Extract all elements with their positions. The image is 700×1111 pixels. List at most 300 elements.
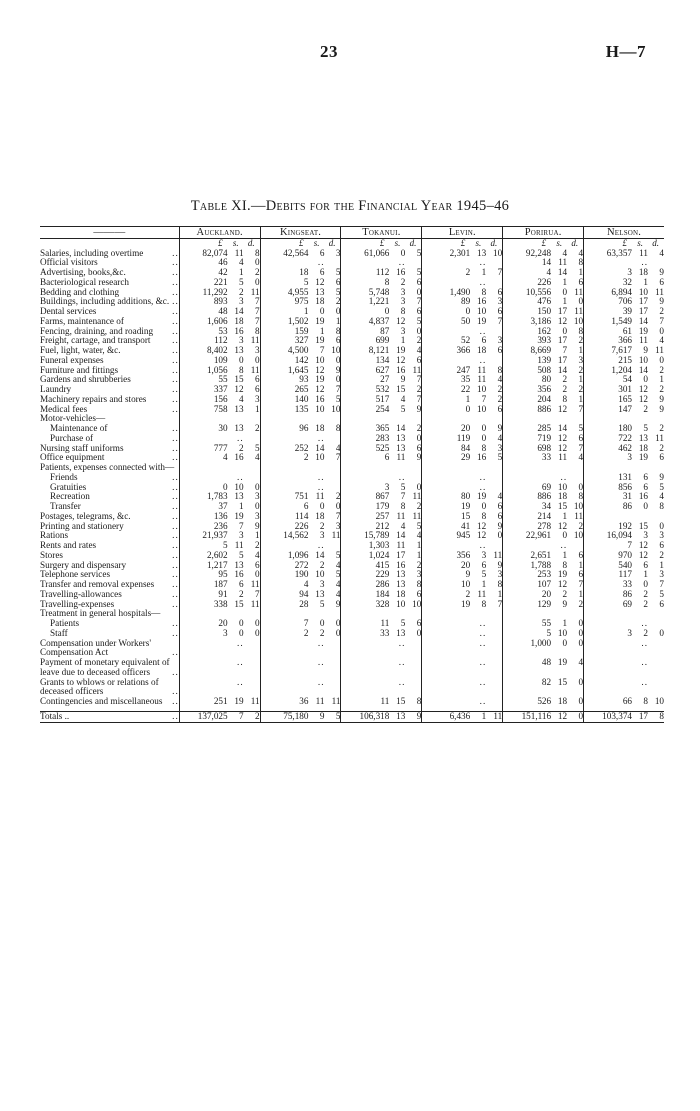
row-label: Patients .. bbox=[50, 618, 179, 629]
table-head bbox=[40, 227, 664, 239]
cell-amount: .. bbox=[260, 678, 341, 698]
cell-amount: 28 5 9 bbox=[260, 600, 341, 610]
cell-amount: 10 1 8 bbox=[422, 580, 503, 590]
leader-dots: .. bbox=[172, 345, 179, 356]
cell-amount: .. bbox=[179, 678, 260, 698]
leader-dots: .. bbox=[172, 403, 179, 414]
cell-amount: 156 4 3 bbox=[179, 395, 260, 405]
cell-amount: 190 10 5 bbox=[260, 570, 341, 580]
leader-dots: .. bbox=[172, 267, 179, 278]
leader-dots: .. bbox=[172, 501, 179, 512]
table-row bbox=[40, 658, 664, 678]
cell-amount: 476 1 0 bbox=[503, 297, 584, 307]
leader-dots: .. bbox=[172, 374, 179, 385]
cell-amount: 32 1 6 bbox=[584, 278, 664, 288]
cell-amount: 221 5 0 bbox=[179, 278, 260, 288]
table-row bbox=[40, 297, 664, 307]
cell-amount: 1,024 17 1 bbox=[341, 551, 422, 561]
table-row bbox=[40, 424, 664, 434]
cell-amount: 3 2 0 bbox=[584, 629, 664, 639]
cell-amount: 48 14 7 bbox=[179, 307, 260, 317]
cell-amount: 19 8 7 bbox=[422, 600, 503, 610]
cell-amount: 92,248 4 4 bbox=[503, 249, 584, 259]
table-row bbox=[40, 366, 664, 376]
page-number: 23 bbox=[320, 42, 338, 61]
cell-amount: 867 7 11 bbox=[341, 492, 422, 502]
cell-amount: 20 0 9 bbox=[422, 424, 503, 434]
row-label: Advertising, books,&c. .. bbox=[40, 267, 179, 278]
cell-amount: 0 10 6 bbox=[422, 307, 503, 317]
cell-amount: 37 1 0 bbox=[179, 502, 260, 512]
leader-dots: .. bbox=[172, 257, 179, 268]
cell-amount: 886 12 7 bbox=[503, 405, 584, 415]
cell-amount: 151,116 12 0 bbox=[503, 711, 584, 722]
cell-amount bbox=[179, 463, 260, 473]
cell-amount: 8,669 7 1 bbox=[503, 346, 584, 356]
leader-dots: .. bbox=[172, 520, 179, 531]
cell-amount: 34 15 10 bbox=[503, 502, 584, 512]
cell-amount: 69 10 0 bbox=[503, 483, 584, 493]
cell-amount: 1,217 13 6 bbox=[179, 561, 260, 571]
cell-amount: 1,788 8 1 bbox=[503, 561, 584, 571]
cell-amount: 95 16 0 bbox=[179, 570, 260, 580]
cell-amount: 356 3 11 bbox=[422, 551, 503, 561]
cell-amount: 215 10 0 bbox=[584, 356, 664, 366]
cell-amount: .. bbox=[422, 483, 503, 493]
cell-amount: 82,074 11 8 bbox=[179, 249, 260, 259]
cell-amount bbox=[422, 609, 503, 619]
leader-dots: .. bbox=[172, 423, 179, 434]
table-row bbox=[40, 405, 664, 415]
cell-amount: 192 15 0 bbox=[584, 522, 664, 532]
row-label: Patients, expenses connected with— bbox=[40, 462, 175, 473]
cell-amount: 180 5 2 bbox=[584, 424, 664, 434]
cell-amount: 15 8 6 bbox=[422, 512, 503, 522]
cell-amount: 15,789 14 4 bbox=[341, 531, 422, 541]
cell-amount: 365 14 2 bbox=[341, 424, 422, 434]
leader-dots: .. bbox=[172, 325, 179, 336]
leader-dots: .. bbox=[172, 627, 179, 638]
row-label: Freight, cartage, and transport .. bbox=[40, 335, 179, 346]
cell-amount: 6 0 0 bbox=[260, 502, 341, 512]
cell-amount: 61 19 0 bbox=[584, 327, 664, 337]
cell-amount: 327 19 6 bbox=[260, 336, 341, 346]
cell-amount: 758 13 1 bbox=[179, 405, 260, 415]
cell-amount: 393 17 2 bbox=[503, 336, 584, 346]
cell-amount: 254 5 9 bbox=[341, 405, 422, 415]
leader-dots: .. bbox=[172, 686, 179, 697]
cell-amount: 19 0 6 bbox=[422, 502, 503, 512]
leader-dots: .. bbox=[172, 354, 179, 365]
cell-amount: 525 13 6 bbox=[341, 444, 422, 454]
leader-dots: .. bbox=[172, 549, 179, 560]
cell-amount: 1,056 8 11 bbox=[179, 366, 260, 376]
column-header-auckland: Auckland. bbox=[179, 227, 260, 239]
cell-amount: 93 19 0 bbox=[260, 375, 341, 385]
cell-amount: .. bbox=[584, 658, 664, 678]
cell-amount: 82 15 0 bbox=[503, 678, 584, 698]
table-row bbox=[40, 249, 664, 259]
cell-amount bbox=[260, 463, 341, 473]
cell-amount: 107 12 7 bbox=[503, 580, 584, 590]
column-header-porirua: Porirua. bbox=[503, 227, 584, 239]
cell-amount: 39 17 2 bbox=[584, 307, 664, 317]
cell-amount: 283 13 0 bbox=[341, 434, 422, 444]
cell-amount: 159 1 8 bbox=[260, 327, 341, 337]
cell-amount: .. bbox=[422, 678, 503, 698]
cell-amount: .. bbox=[422, 278, 503, 288]
unit-header-4: £ s. d. bbox=[503, 239, 584, 249]
column-header-kingseat: Kingseat. bbox=[260, 227, 341, 239]
table-row bbox=[40, 346, 664, 356]
row-label: Travelling-expenses .. bbox=[40, 598, 179, 609]
cell-amount: 8,121 19 4 bbox=[341, 346, 422, 356]
row-label: Payment of monetary equivalent of leave due to deceased officers .. bbox=[40, 657, 179, 677]
cell-amount: 129 9 2 bbox=[503, 600, 584, 610]
cell-amount: 1 7 2 bbox=[422, 395, 503, 405]
cell-amount: 526 18 0 bbox=[503, 697, 584, 707]
cell-amount: .. bbox=[341, 473, 422, 483]
cell-amount: 278 12 2 bbox=[503, 522, 584, 532]
leader-dots: .. bbox=[172, 598, 179, 609]
debits-table bbox=[40, 226, 664, 723]
cell-amount: 508 14 2 bbox=[503, 366, 584, 376]
unit-header-3: £ s. d. bbox=[422, 239, 503, 249]
cell-amount: 1,221 3 7 bbox=[341, 297, 422, 307]
cell-amount: .. bbox=[179, 434, 260, 444]
cell-amount: .. bbox=[422, 619, 503, 629]
row-label: Salaries, including overtime .. bbox=[40, 247, 179, 258]
cell-amount: 119 0 4 bbox=[422, 434, 503, 444]
leader-dots: .. bbox=[172, 481, 179, 492]
table-row bbox=[40, 483, 664, 493]
cell-amount: 50 19 7 bbox=[422, 317, 503, 327]
cell-amount: 338 15 11 bbox=[179, 600, 260, 610]
cell-amount: 0 10 0 bbox=[179, 483, 260, 493]
cell-amount: .. bbox=[341, 678, 422, 698]
leader-dots: .. bbox=[172, 540, 179, 551]
cell-amount: 3,186 12 10 bbox=[503, 317, 584, 327]
cell-amount: 214 1 11 bbox=[503, 512, 584, 522]
table-row bbox=[40, 609, 664, 619]
cell-amount: 142 10 0 bbox=[260, 356, 341, 366]
cell-amount: 55 1 0 bbox=[503, 619, 584, 629]
cell-amount: 4,837 12 5 bbox=[341, 317, 422, 327]
cell-amount: 80 19 4 bbox=[422, 492, 503, 502]
cell-amount: 48 19 4 bbox=[503, 658, 584, 678]
cell-amount: 91 2 7 bbox=[179, 590, 260, 600]
cell-amount: .. bbox=[260, 658, 341, 678]
cell-amount: 247 11 8 bbox=[422, 366, 503, 376]
leader-dots: .. bbox=[172, 510, 179, 521]
cell-amount: 187 6 11 bbox=[179, 580, 260, 590]
cell-amount: .. bbox=[422, 327, 503, 337]
leader-dots: .. bbox=[172, 296, 179, 307]
table-body bbox=[40, 239, 664, 723]
cell-amount: 226 2 3 bbox=[260, 522, 341, 532]
row-label: Printing and stationery .. bbox=[40, 520, 179, 531]
cell-amount: 253 19 6 bbox=[503, 570, 584, 580]
table-row bbox=[40, 512, 664, 522]
cell-amount: 5 11 2 bbox=[179, 541, 260, 551]
leader-dots: .. bbox=[172, 696, 179, 707]
cell-amount: 540 6 1 bbox=[584, 561, 664, 571]
leader-dots: .. bbox=[172, 393, 179, 404]
cell-amount: 35 11 4 bbox=[422, 375, 503, 385]
row-label: Fencing, draining, and roading .. bbox=[40, 325, 179, 336]
cell-amount: 893 3 7 bbox=[179, 297, 260, 307]
cell-amount: 722 13 11 bbox=[584, 434, 664, 444]
cell-amount: 150 17 11 bbox=[503, 307, 584, 317]
cell-amount: 14,562 3 11 bbox=[260, 531, 341, 541]
cell-amount: 10,556 0 11 bbox=[503, 288, 584, 298]
cell-amount: 46 4 0 bbox=[179, 258, 260, 268]
table-row bbox=[40, 502, 664, 512]
cell-amount: 66 8 10 bbox=[584, 697, 664, 707]
table-row bbox=[40, 619, 664, 629]
cell-amount: .. bbox=[179, 473, 260, 483]
cell-amount: 33 11 4 bbox=[503, 453, 584, 463]
unit-header-2: £ s. d. bbox=[341, 239, 422, 249]
leader-dots: .. bbox=[172, 710, 179, 721]
cell-amount: 140 16 5 bbox=[260, 395, 341, 405]
cell-amount: .. bbox=[422, 697, 503, 707]
column-header-tokanui: Tokanui. bbox=[341, 227, 422, 239]
row-label: Bedding and clothing .. bbox=[40, 286, 179, 297]
cell-amount: 139 17 3 bbox=[503, 356, 584, 366]
leader-dots: .. bbox=[172, 647, 179, 658]
table-row bbox=[40, 561, 664, 571]
cell-amount: 96 18 8 bbox=[260, 424, 341, 434]
cell-amount: 1,303 11 1 bbox=[341, 541, 422, 551]
unit-header-1: £ s. d. bbox=[260, 239, 341, 249]
row-label: Bacteriological research .. bbox=[40, 276, 179, 287]
cell-amount: 285 14 5 bbox=[503, 424, 584, 434]
cell-amount: .. bbox=[503, 473, 584, 483]
table-row bbox=[40, 444, 664, 454]
row-label: Contingencies and miscellaneous .. bbox=[40, 696, 179, 707]
row-label: Telephone services .. bbox=[40, 569, 179, 580]
cell-amount: 970 12 2 bbox=[584, 551, 664, 561]
unit-header-5: £ s. d. bbox=[584, 239, 664, 249]
table-row bbox=[40, 590, 664, 600]
cell-amount: 36 11 11 bbox=[260, 697, 341, 707]
cell-amount: 6,894 10 11 bbox=[584, 288, 664, 298]
cell-amount: 5,748 3 0 bbox=[341, 288, 422, 298]
leader-dots: .. bbox=[172, 247, 179, 258]
row-label: Machinery repairs and stores .. bbox=[40, 393, 179, 404]
cell-amount: 11,292 2 11 bbox=[179, 288, 260, 298]
cell-amount: 337 12 6 bbox=[179, 385, 260, 395]
row-label: Treatment in general hospitals— bbox=[40, 608, 161, 619]
cell-amount: 415 16 2 bbox=[341, 561, 422, 571]
leader-dots: .. bbox=[172, 666, 179, 677]
cell-amount: 7 0 0 bbox=[260, 619, 341, 629]
cell-amount: 229 13 3 bbox=[341, 570, 422, 580]
cell-amount: 41 12 9 bbox=[422, 522, 503, 532]
cell-amount: .. bbox=[422, 356, 503, 366]
table-row bbox=[40, 697, 664, 707]
table-row bbox=[40, 375, 664, 385]
table-row bbox=[40, 414, 664, 424]
cell-amount: 179 8 2 bbox=[341, 502, 422, 512]
cell-amount: 7 12 6 bbox=[584, 541, 664, 551]
cell-amount: 63,357 11 4 bbox=[584, 249, 664, 259]
cell-amount: 6,436 1 11 bbox=[422, 711, 503, 722]
table-row bbox=[40, 356, 664, 366]
cell-amount bbox=[584, 609, 664, 619]
cell-amount: 42 1 2 bbox=[179, 268, 260, 278]
row-label: Office equipment .. bbox=[40, 452, 179, 463]
cell-amount: 777 2 5 bbox=[179, 444, 260, 454]
cell-amount: 136 19 3 bbox=[179, 512, 260, 522]
cell-amount: 7,617 9 11 bbox=[584, 346, 664, 356]
cell-amount: 627 16 11 bbox=[341, 366, 422, 376]
cell-amount: .. bbox=[584, 619, 664, 629]
leader-dots: .. bbox=[172, 491, 179, 502]
table-row bbox=[40, 473, 664, 483]
cell-amount: .. bbox=[422, 541, 503, 551]
table-header-row bbox=[40, 227, 664, 239]
cell-amount: .. bbox=[260, 473, 341, 483]
cell-amount: 117 1 3 bbox=[584, 570, 664, 580]
row-label: Purchase of .. bbox=[50, 432, 179, 443]
cell-amount bbox=[341, 463, 422, 473]
cell-amount: .. bbox=[260, 483, 341, 493]
row-label: Gardens and shrubberies .. bbox=[40, 374, 179, 385]
table-row bbox=[40, 639, 664, 659]
table-row bbox=[40, 268, 664, 278]
cell-amount: .. bbox=[503, 541, 584, 551]
cell-amount: 75,180 9 5 bbox=[260, 711, 341, 722]
cell-amount: 1,096 14 5 bbox=[260, 551, 341, 561]
row-label: Laundry .. bbox=[40, 384, 179, 395]
column-header-levin: Levin. bbox=[422, 227, 503, 239]
cell-amount: 89 16 3 bbox=[422, 297, 503, 307]
cell-amount: .. bbox=[584, 678, 664, 698]
column-header-nelson: Nelson. bbox=[584, 227, 664, 239]
cell-amount: 162 0 8 bbox=[503, 327, 584, 337]
cell-amount: 1,490 8 6 bbox=[422, 288, 503, 298]
leader-dots: .. bbox=[172, 452, 179, 463]
table-row bbox=[40, 580, 664, 590]
cell-amount: .. bbox=[341, 658, 422, 678]
cell-amount: 184 18 6 bbox=[341, 590, 422, 600]
cell-amount: 462 18 2 bbox=[584, 444, 664, 454]
cell-amount: .. bbox=[341, 258, 422, 268]
cell-amount bbox=[422, 463, 503, 473]
cell-amount: 4 14 1 bbox=[503, 268, 584, 278]
row-label: Gratuities .. bbox=[50, 481, 179, 492]
leader-dots: .. bbox=[172, 384, 179, 395]
row-label: Postages, telegrams, &c. .. bbox=[40, 510, 179, 521]
cell-amount: 33 13 0 bbox=[341, 629, 422, 639]
row-label: Friends .. bbox=[50, 471, 179, 482]
cell-amount: .. bbox=[422, 473, 503, 483]
totals-label: Totals .. .. bbox=[40, 710, 179, 721]
cell-amount: 204 8 1 bbox=[503, 395, 584, 405]
cell-amount: 0 8 6 bbox=[341, 307, 422, 317]
cell-amount: 356 2 2 bbox=[503, 385, 584, 395]
cell-amount: 29 16 5 bbox=[422, 453, 503, 463]
cell-amount: .. bbox=[584, 258, 664, 268]
row-label: Funeral expenses .. bbox=[40, 354, 179, 365]
row-label: Furniture and fittings .. bbox=[40, 364, 179, 375]
cell-amount: 14 11 8 bbox=[503, 258, 584, 268]
cell-amount: 2 2 0 bbox=[260, 629, 341, 639]
cell-amount: 719 12 6 bbox=[503, 434, 584, 444]
row-label: Surgery and dispensary .. bbox=[40, 559, 179, 570]
cell-amount: 975 18 2 bbox=[260, 297, 341, 307]
cell-amount: .. bbox=[260, 434, 341, 444]
cell-amount: 2,651 1 6 bbox=[503, 551, 584, 561]
page-header bbox=[0, 42, 700, 68]
cell-amount: 1,606 18 7 bbox=[179, 317, 260, 327]
table-row bbox=[40, 551, 664, 561]
row-label: Buildings, including additions, &c. .. bbox=[40, 296, 179, 307]
cell-amount: 4,500 7 10 bbox=[260, 346, 341, 356]
cell-amount: 22,961 0 10 bbox=[503, 531, 584, 541]
cell-amount: 301 12 2 bbox=[584, 385, 664, 395]
cell-amount: 6 11 9 bbox=[341, 453, 422, 463]
cell-amount: 114 18 7 bbox=[260, 512, 341, 522]
cell-amount: 1 0 0 bbox=[260, 307, 341, 317]
cell-amount: 2 10 7 bbox=[260, 453, 341, 463]
cell-amount: 226 1 6 bbox=[503, 278, 584, 288]
cell-amount: .. bbox=[179, 658, 260, 678]
cell-amount: 103,374 17 8 bbox=[584, 711, 664, 722]
cell-amount: 87 3 0 bbox=[341, 327, 422, 337]
cell-amount: 4,955 13 5 bbox=[260, 288, 341, 298]
cell-amount: 86 0 8 bbox=[584, 502, 664, 512]
cell-amount: 3 18 9 bbox=[584, 268, 664, 278]
leader-dots: .. bbox=[172, 471, 179, 482]
cell-amount: 2,301 13 10 bbox=[422, 249, 503, 259]
cell-amount: 27 9 7 bbox=[341, 375, 422, 385]
cell-amount: 61,066 0 5 bbox=[341, 249, 422, 259]
cell-amount: 272 2 4 bbox=[260, 561, 341, 571]
row-label: Staff .. bbox=[50, 627, 179, 638]
table-row bbox=[40, 522, 664, 532]
cell-amount: 2 11 1 bbox=[422, 590, 503, 600]
cell-amount: 69 2 6 bbox=[584, 600, 664, 610]
cell-amount: 4 3 4 bbox=[260, 580, 341, 590]
cell-amount: 52 6 3 bbox=[422, 336, 503, 346]
cell-amount: 131 6 9 bbox=[584, 473, 664, 483]
leader-dots: .. bbox=[172, 364, 179, 375]
leader-dots: .. bbox=[172, 276, 179, 287]
cell-amount: 945 12 0 bbox=[422, 531, 503, 541]
leader-dots: .. bbox=[172, 569, 179, 580]
cell-amount: 0 10 6 bbox=[422, 405, 503, 415]
cell-amount: 1,783 13 3 bbox=[179, 492, 260, 502]
row-label: Dental services .. bbox=[40, 306, 179, 317]
cell-amount: 886 18 8 bbox=[503, 492, 584, 502]
row-label: Recreation .. bbox=[50, 491, 179, 502]
leader-dots: .. bbox=[172, 306, 179, 317]
cell-amount: 3 19 6 bbox=[584, 453, 664, 463]
cell-amount: .. bbox=[422, 639, 503, 659]
cell-amount: .. bbox=[179, 639, 260, 659]
cell-amount: 9 5 3 bbox=[422, 570, 503, 580]
cell-amount: 236 7 9 bbox=[179, 522, 260, 532]
unit-header-0: £ s. d. bbox=[179, 239, 260, 249]
cell-amount: 265 12 7 bbox=[260, 385, 341, 395]
cell-amount: 1,502 19 1 bbox=[260, 317, 341, 327]
cell-amount: 699 1 2 bbox=[341, 336, 422, 346]
cell-amount: .. bbox=[260, 258, 341, 268]
cell-amount: 1,204 14 2 bbox=[584, 366, 664, 376]
